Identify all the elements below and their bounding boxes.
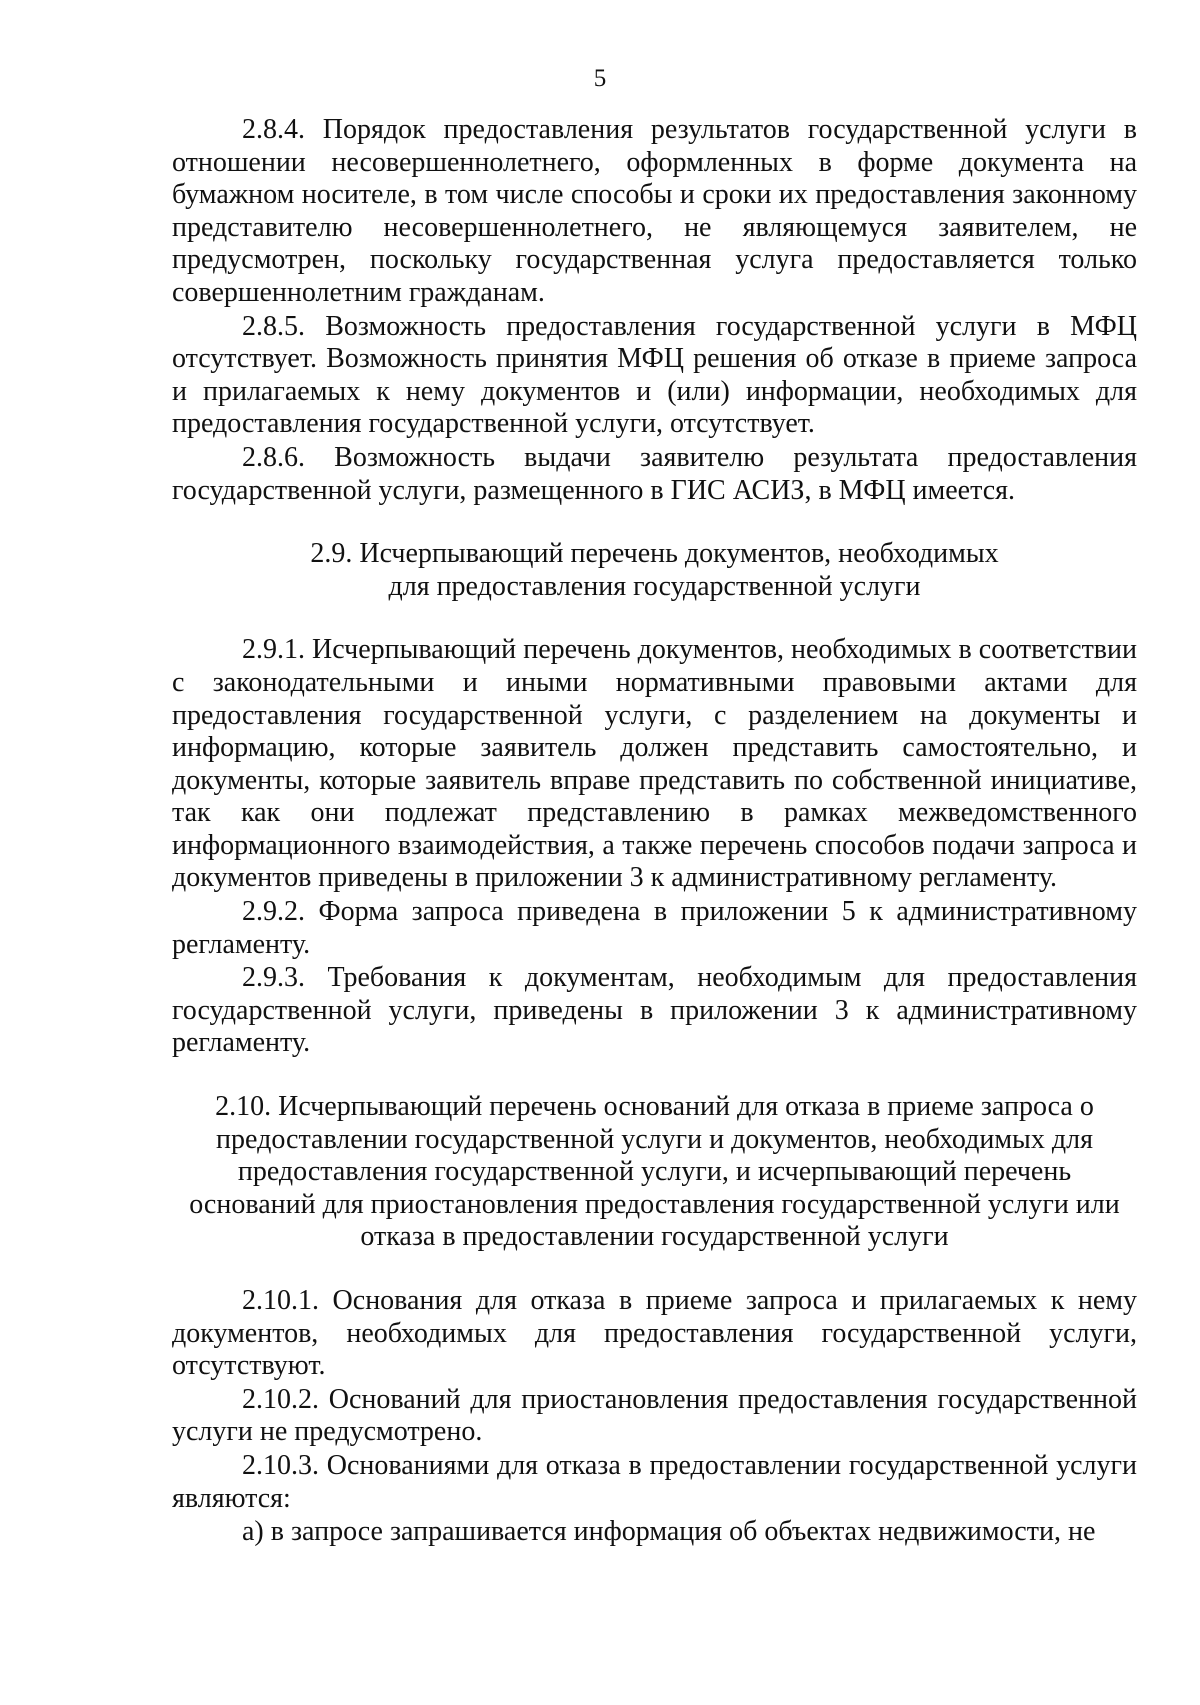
heading-line: оснований для приостановления предоставления государственной услуги или (189, 1188, 1120, 1220)
paragraph-2-9-3: 2.9.3. Требования к документам, необходимым для предоставления государственной услуги, приведены в приложении 3 к административному регламенту. (172, 962, 1137, 1059)
paragraph-2-9-2: 2.9.2. Форма запроса приведена в приложении 5 к административному регламенту. (172, 896, 1137, 960)
heading-line: 2.9. Исчерпывающий перечень документов, необходимых (310, 538, 999, 570)
paragraph-2-9-1: 2.9.1. Исчерпывающий перечень документов, необходимых в соответствии с законодательными и иными нормативными правовыми актами для предоставления государственной услуги, с разделением на документы и информацию, которые заявитель должен представить самостоятельно, и документы, которые заявитель вправе представить по собственной инициативе, так как они подлежат представлению в рамках межведомственного информационного взаимодействия, а также перечень способов подачи запроса и документов приведены в приложении 3 к административному регламенту. (172, 634, 1137, 894)
section-heading-2-9 (172, 538, 1137, 603)
paragraph-2-10-3: 2.10.3. Основаниями для отказа в предоставлении государственной услуги являются: (172, 1449, 1137, 1514)
paragraph-2-8-4: 2.8.4. Порядок предоставления результатов государственной услуги в отношении несовершеннолетнего, оформленных в форме документа на бумажном носителе, в том числе способы и сроки их предоставления законному представителю несовершеннолетнего, не являющемуся заявителем, не предусмотрен, поскольку государственная услуга предоставляется только совершеннолетним гражданам. (172, 114, 1137, 308)
paragraph-2-8-5: 2.8.5. Возможность предоставления государственной услуги в МФЦ отсутствует. Возможность принятия МФЦ решения об отказе в приеме запроса и прилагаемых к нему документов и (или) информации, необходимых для предоставления государственной услуги, отсутствует. (172, 310, 1137, 440)
heading-line: для предоставления государственной услуги (388, 570, 921, 602)
paragraph-2-10-1: 2.10.1. Основания для отказа в приеме запроса и прилагаемых к нему документов, необходимых для предоставления государственной услуги, отсутствуют. (172, 1285, 1137, 1382)
heading-line: предоставлении государственной услуги и документов, необходимых для (216, 1123, 1093, 1155)
paragraph-2-10-2: 2.10.2. Оснований для приостановления предоставления государственной услуги не предусмотрено. (172, 1383, 1137, 1448)
heading-line: предоставления государственной услуги, и исчерпывающий перечень (237, 1156, 1072, 1188)
heading-line: отказа в предоставлении государственной услуги (360, 1221, 949, 1253)
section-heading-2-10 (172, 1091, 1137, 1254)
paragraph-2-8-6: 2.8.6. Возможность выдачи заявителю результата предоставления государственной услуги, размещенного в ГИС АСИЗ, в МФЦ имеется. (172, 441, 1137, 506)
page-number: 5 (593, 65, 607, 92)
heading-line: 2.10. Исчерпывающий перечень оснований для отказа в приеме запроса о (215, 1091, 1094, 1123)
document-body (172, 114, 1137, 1549)
paragraph-2-10-3-a: а) в запросе запрашивается информация об объектах недвижимости, не (242, 1516, 1096, 1548)
